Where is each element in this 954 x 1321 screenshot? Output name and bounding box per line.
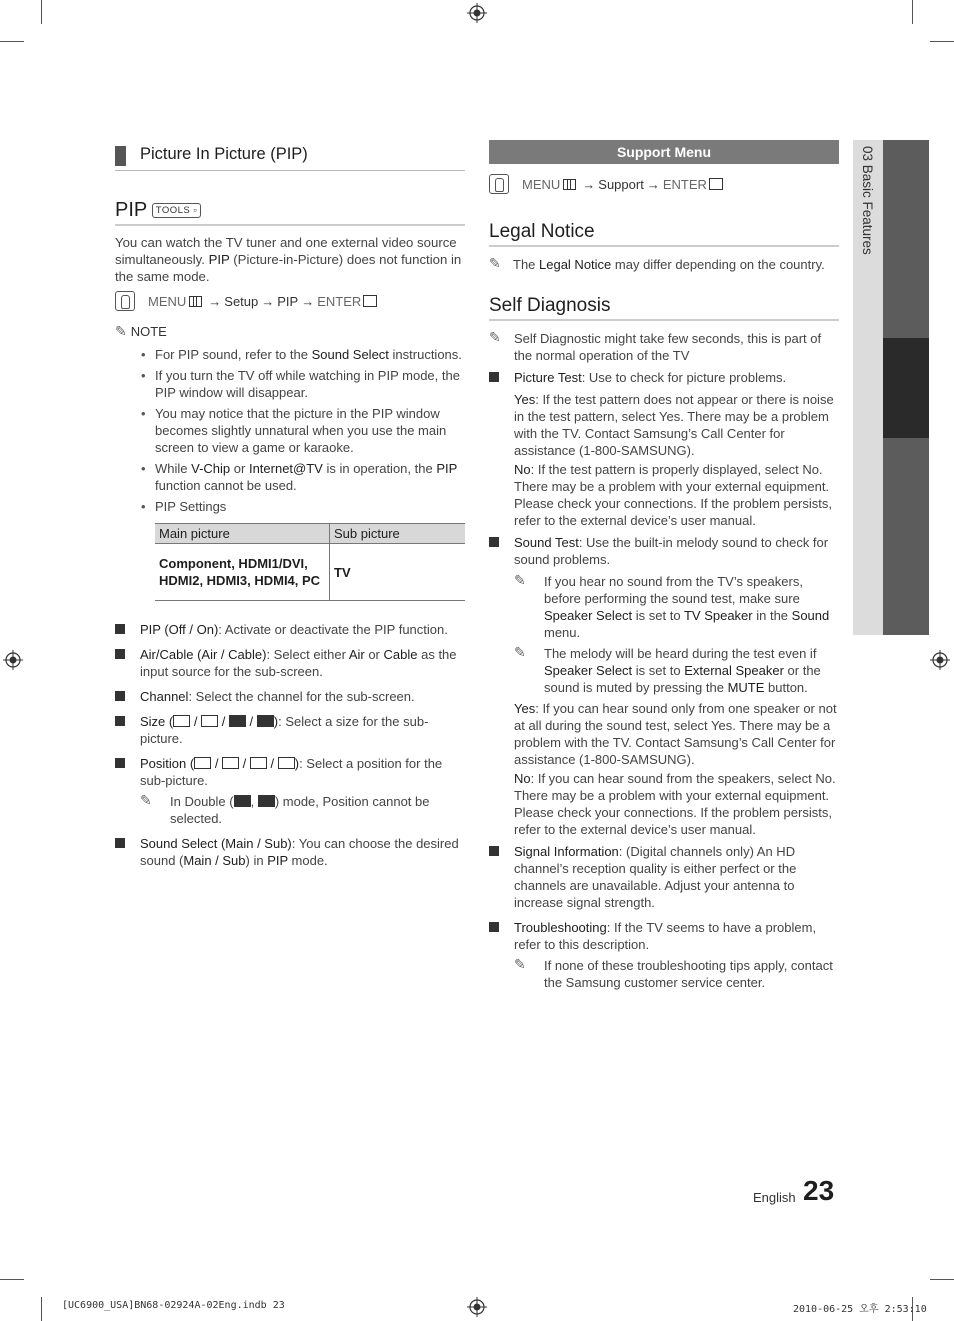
note-bold: PIP bbox=[436, 461, 458, 476]
list-item bbox=[489, 534, 839, 568]
menu-icon bbox=[189, 296, 202, 307]
item-text: : Use the built-in melody sound to check for sound problems. bbox=[514, 535, 829, 567]
note-text: , bbox=[250, 794, 258, 809]
note-text: For PIP sound, refer to the bbox=[155, 347, 312, 362]
pip-section bbox=[115, 140, 465, 869]
crop-mark bbox=[41, 0, 42, 24]
hand-icon bbox=[115, 291, 135, 311]
support-menu-header: Support Menu bbox=[489, 140, 839, 164]
item-text: : If you can hear sound only from one speaker or not at all during the sound test, select Yes. There may be a problem with the TV. Contact Samsung’s Call Center for assistance (1-800-SAMSUNG). bbox=[514, 701, 837, 767]
intro-text: You can watch the TV tuner and one external video source simultaneously. bbox=[115, 235, 457, 267]
legal-notice-title: Legal Notice bbox=[489, 221, 595, 242]
chapter-side-tab bbox=[853, 140, 929, 635]
list-item bbox=[115, 835, 465, 869]
item-text: : (Digital channels only) An HD channel’s reception quality is either perfect or the channels are unavailable. Adjust your antenna to increase signal strength. bbox=[514, 844, 797, 910]
support-section bbox=[489, 140, 839, 991]
note-text: While bbox=[155, 461, 192, 476]
separator: / bbox=[218, 714, 229, 729]
item-bold: No bbox=[514, 771, 531, 786]
item-text: : You can choose the desired sound ( bbox=[140, 836, 459, 868]
note-bold: TV Speaker bbox=[683, 608, 753, 623]
position-icon bbox=[278, 757, 295, 769]
position-icon bbox=[250, 757, 267, 769]
note-bold: Sound Select bbox=[311, 347, 389, 362]
position-icon bbox=[194, 757, 211, 769]
pencil-icon: ✎ bbox=[514, 572, 526, 588]
arrow: → bbox=[208, 293, 222, 309]
item-text: : Activate or deactivate the PIP function. bbox=[218, 622, 448, 637]
note-bold: Sound bbox=[791, 608, 830, 623]
menu-enter: ENTER bbox=[662, 176, 707, 192]
pencil-icon: ✎ bbox=[489, 255, 501, 271]
item-label: Channel bbox=[140, 689, 189, 704]
note-text: ) mode, Position cannot be selected. bbox=[170, 794, 430, 826]
note-text: Self Diagnostic might take few seconds, this is part of the normal operation of the TV bbox=[514, 331, 822, 363]
item-bold: Yes bbox=[514, 392, 536, 407]
legal-note bbox=[489, 256, 839, 273]
enter-icon bbox=[363, 295, 377, 307]
picture-test-no bbox=[514, 461, 839, 529]
item-text: : If the test pattern is properly displayed, select No. There may be a problem with your external equipment. Please check your connections. If the problem persists, refer to the external device’s user manual. bbox=[514, 462, 832, 528]
section-title-bar bbox=[115, 140, 465, 171]
item-bold: Air bbox=[348, 647, 365, 662]
tools-badge bbox=[152, 203, 202, 218]
note-text: or bbox=[230, 461, 249, 476]
note-bold: External Speaker bbox=[684, 663, 784, 678]
note-list bbox=[115, 346, 465, 515]
separator: ) bbox=[273, 714, 279, 729]
menu-enter: ENTER bbox=[317, 293, 362, 309]
item-label: Position ( bbox=[140, 756, 195, 771]
pencil-icon: ✎ bbox=[140, 792, 152, 808]
note-text: in the bbox=[752, 608, 792, 623]
item-label: Air/Cable (Air / Cable) bbox=[140, 647, 267, 662]
size-double-icon bbox=[257, 715, 274, 727]
tools-icon: ▫ bbox=[193, 205, 198, 216]
crop-mark bbox=[0, 41, 24, 42]
sound-test-yes bbox=[514, 700, 839, 768]
troubleshooting-note bbox=[514, 957, 839, 991]
square-bullet-icon bbox=[115, 624, 125, 634]
list-item bbox=[489, 919, 839, 953]
crop-mark bbox=[930, 1279, 954, 1280]
arrow: → bbox=[646, 176, 660, 192]
list-item bbox=[489, 369, 839, 386]
menu-path bbox=[489, 174, 839, 194]
pencil-icon: ✎ bbox=[514, 644, 526, 660]
table-header: Main picture bbox=[155, 524, 330, 544]
legal-notice-heading-row bbox=[489, 221, 839, 247]
list-item bbox=[115, 621, 465, 638]
item-label: Sound Select (Main / Sub) bbox=[140, 836, 292, 851]
crop-mark bbox=[912, 0, 913, 24]
pip-heading-row bbox=[115, 199, 465, 226]
item-text: : Select a size for the sub-picture. bbox=[140, 714, 429, 746]
hand-icon bbox=[489, 174, 509, 194]
sound-test-note bbox=[514, 573, 839, 641]
item-text: : Select either bbox=[266, 647, 349, 662]
note-text: menu. bbox=[544, 625, 581, 640]
item-text: or bbox=[364, 647, 384, 662]
double-mode-icon bbox=[234, 795, 251, 807]
item-text: mode. bbox=[287, 853, 328, 868]
note-item bbox=[141, 405, 465, 456]
separator: / bbox=[239, 756, 250, 771]
registration-mark-icon bbox=[467, 1297, 487, 1317]
menu-pip: PIP bbox=[277, 293, 299, 309]
crop-mark bbox=[0, 1279, 24, 1280]
tools-badge-label: TOOLS bbox=[155, 205, 191, 216]
menu-setup: Setup bbox=[224, 293, 259, 309]
list-item bbox=[115, 646, 465, 680]
item-bold: PIP bbox=[267, 853, 288, 868]
item-text: : If you can hear sound from the speakers, select No. There may be a problem with your external equipment. Please check your connections. If the problem persists, refer to the external device’s user manual. bbox=[514, 771, 836, 837]
registration-mark-icon bbox=[467, 3, 487, 23]
pencil-icon: ✎ bbox=[115, 323, 127, 339]
note-bold: Speaker Select bbox=[544, 608, 633, 623]
size-double-icon bbox=[229, 715, 246, 727]
note-text: may differ depending on the country. bbox=[611, 257, 825, 272]
print-slug-file: [UC6900_USA]BN68-02924A-02Eng.indb 23 bbox=[62, 1300, 285, 1311]
menu-icon bbox=[563, 179, 576, 190]
sound-test-no bbox=[514, 770, 839, 838]
sound-test-note bbox=[514, 645, 839, 696]
pencil-icon: ✎ bbox=[514, 956, 526, 972]
note-text: instructions. bbox=[388, 347, 462, 362]
position-icon bbox=[222, 757, 239, 769]
square-bullet-icon bbox=[115, 691, 125, 701]
item-bold: No bbox=[514, 462, 531, 477]
note-label: NOTE bbox=[130, 324, 167, 339]
side-tab-block bbox=[883, 140, 929, 338]
table-row bbox=[155, 544, 465, 601]
side-tab-active-block bbox=[883, 338, 929, 438]
separator: ) bbox=[294, 756, 300, 771]
crop-mark bbox=[930, 41, 954, 42]
arrow: → bbox=[301, 293, 315, 309]
note-bold: Speaker Select bbox=[544, 663, 633, 678]
item-text: ) in bbox=[245, 853, 268, 868]
picture-test-yes bbox=[514, 391, 839, 459]
section-title: Picture In Picture (PIP) bbox=[140, 145, 308, 163]
note-text: The melody will be heard during the test even if bbox=[544, 646, 817, 661]
square-bullet-icon bbox=[115, 716, 125, 726]
print-slug-date: 2010-06-25 오후 2:53:10 bbox=[793, 1304, 927, 1315]
intro-text: (Picture-in-Picture) does not function in the same mode. bbox=[115, 252, 462, 284]
list-item bbox=[489, 843, 839, 911]
item-bold: Main / Sub bbox=[183, 853, 246, 868]
note-text: function cannot be used. bbox=[155, 478, 297, 493]
note-text: You may notice that the picture in the PIP window becomes slightly unnatural when you use the main screen to view a game or karaoke. bbox=[155, 406, 447, 455]
separator: / bbox=[211, 756, 223, 771]
separator: / bbox=[190, 714, 202, 729]
item-bold: Cable bbox=[383, 647, 418, 662]
item-label: Size ( bbox=[140, 714, 174, 729]
self-diagnosis-heading-row bbox=[489, 295, 839, 321]
list-item bbox=[115, 688, 465, 705]
item-text: : If the test pattern does not appear or there is noise in the test pattern, select Yes. There may be a problem with the TV. Contact Samsung’s Call Center for assistance (1-800-SAMSUNG). bbox=[514, 392, 834, 458]
list-item bbox=[115, 755, 465, 789]
item-label: Picture Test bbox=[514, 370, 582, 385]
position-note bbox=[140, 793, 465, 827]
crop-mark bbox=[41, 1297, 42, 1321]
side-tab-block bbox=[883, 438, 929, 635]
note-text: If you turn the TV off while watching in PIP mode, the PIP window will disappear. bbox=[155, 368, 460, 400]
note-bold: MUTE bbox=[727, 680, 765, 695]
square-bullet-icon bbox=[489, 372, 499, 382]
note-text: If none of these troubleshooting tips apply, contact the Samsung customer service center. bbox=[544, 958, 833, 990]
section-marker bbox=[115, 146, 126, 166]
item-text: : If the TV seems to have a problem, refer to this description. bbox=[514, 920, 817, 952]
square-bullet-icon bbox=[115, 649, 125, 659]
note-text: or the sound is muted by pressing the bbox=[544, 663, 821, 695]
self-diagnosis-title: Self Diagnosis bbox=[489, 295, 611, 316]
square-bullet-icon bbox=[115, 758, 125, 768]
square-bullet-icon bbox=[489, 922, 499, 932]
note-bold: Internet@TV bbox=[248, 461, 323, 476]
note-text: button. bbox=[764, 680, 808, 695]
table-cell: TV bbox=[330, 544, 466, 601]
note-text: PIP Settings bbox=[155, 499, 227, 514]
item-label: PIP (Off / On) bbox=[140, 622, 219, 637]
item-bold: Yes bbox=[514, 701, 536, 716]
note-item bbox=[141, 498, 465, 515]
pip-heading: PIP bbox=[115, 199, 148, 221]
chapter-label: 03 Basic Features bbox=[860, 146, 875, 255]
table-header: Sub picture bbox=[330, 524, 466, 544]
item-label: Troubleshooting bbox=[514, 920, 607, 935]
note-heading bbox=[115, 323, 465, 340]
note-item bbox=[141, 367, 465, 401]
item-label: Sound Test bbox=[514, 535, 579, 550]
item-text: : Select a position for the sub-picture. bbox=[140, 756, 443, 788]
item-text: : Select the channel for the sub-screen. bbox=[188, 689, 415, 704]
note-text: is set to bbox=[632, 608, 684, 623]
note-bold: Legal Notice bbox=[539, 257, 612, 272]
registration-mark-icon bbox=[3, 650, 23, 670]
table-cell: Component, HDMI1/DVI, HDMI2, HDMI3, HDMI4, PC bbox=[155, 544, 330, 601]
separator: / bbox=[245, 714, 257, 729]
pip-intro bbox=[115, 234, 465, 285]
menu-label: MENU bbox=[522, 176, 561, 192]
square-bullet-icon bbox=[489, 846, 499, 856]
footer-language: English bbox=[753, 1190, 796, 1205]
page-number: 23 bbox=[803, 1175, 835, 1206]
note-text: If you hear no sound from the TV’s speakers, before performing the sound test, make sure bbox=[544, 574, 803, 606]
menu-support: Support bbox=[598, 176, 644, 192]
table-header-row bbox=[155, 524, 465, 544]
size-icon bbox=[173, 715, 190, 727]
item-text: as the input source for the sub-screen. bbox=[140, 647, 457, 679]
note-text: In Double ( bbox=[170, 794, 234, 809]
square-bullet-icon bbox=[115, 838, 125, 848]
registration-mark-icon bbox=[930, 650, 950, 670]
note-item bbox=[141, 460, 465, 494]
note-item bbox=[141, 346, 465, 363]
item-label: Signal Information bbox=[514, 844, 619, 859]
self-diagnosis-note bbox=[489, 330, 839, 364]
note-text: is set to bbox=[632, 663, 685, 678]
list-item bbox=[115, 713, 465, 747]
double-mode-icon bbox=[258, 795, 275, 807]
intro-pip: PIP bbox=[208, 252, 230, 267]
pip-settings-table bbox=[155, 523, 465, 601]
item-text: : Use to check for picture problems. bbox=[581, 370, 787, 385]
note-bold: V-Chip bbox=[191, 461, 231, 476]
square-bullet-icon bbox=[489, 537, 499, 547]
menu-label: MENU bbox=[148, 293, 187, 309]
note-text: The bbox=[513, 257, 540, 272]
separator: / bbox=[266, 756, 278, 771]
menu-path bbox=[115, 291, 465, 311]
arrow: → bbox=[261, 293, 275, 309]
enter-icon bbox=[709, 178, 723, 190]
arrow: → bbox=[582, 176, 596, 192]
size-icon bbox=[201, 715, 218, 727]
pencil-icon: ✎ bbox=[489, 329, 501, 345]
note-text: is in operation, the bbox=[322, 461, 437, 476]
